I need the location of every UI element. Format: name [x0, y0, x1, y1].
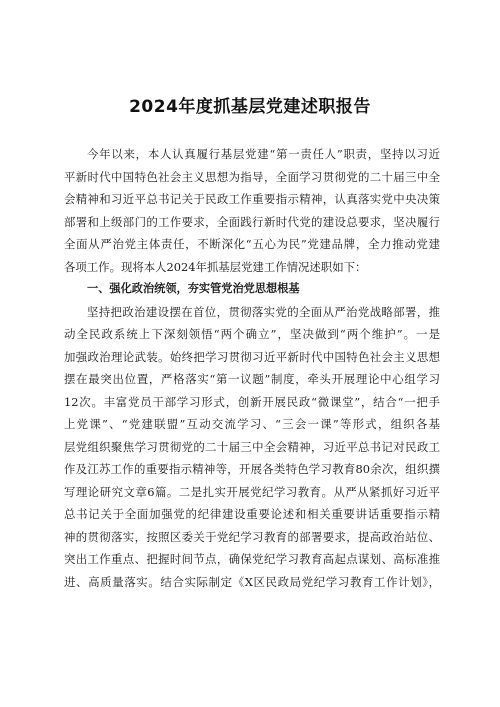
- paragraph-line: 摆在最突出位置，严格落实“第一议题”制度，牵头开展理论中心组学习: [64, 372, 440, 386]
- paragraph-line: 上党课”、“党建联盟”互动交流学习、“三会一课”等形式，组织各基: [64, 417, 440, 431]
- paragraph-line: 突出工作重点、把握时间节点，确保党纪学习教育高起点谋划、高标准推: [64, 552, 440, 566]
- paragraph-line: 平新时代中国特色社会主义思想为指导，全面学习贯彻党的二十届三中全: [64, 169, 440, 184]
- document-body: [64, 143, 440, 593]
- paragraph-line: 坚持把政治建设摆在首位，贯彻落实党的全面从严治党战略部署，推: [87, 304, 440, 319]
- paragraph-line: 总书记关于全面加强党的纪律建设重要论述和相关重要讲话重要指示精: [64, 507, 440, 521]
- paragraph-line: 作及江苏工作的重要指示精神等，开展各类特色学习教育80余次，组织撰: [64, 462, 440, 476]
- paragraph-line: 神的贯彻落实，按照区委关于党纪学习教育的部署要求，提高政治站位、: [64, 529, 440, 544]
- paragraph-line: 部署和上级部门的工作要求，全面践行新时代党的建设总要求，坚决履行: [64, 214, 440, 229]
- paragraph-line: 层党组织聚焦学习贯彻党的二十届三中全会精神，习近平总书记对民政工: [64, 439, 440, 454]
- paragraph-line: 各项工作。现将本人2024年抓基层党建工作情况述职如下：: [64, 259, 367, 274]
- paragraph-line: 进、高质量落实。结合实际制定《X区民政局党纪学习教育工作计划》，: [64, 574, 440, 589]
- document-title: 2024年度抓基层党建述职报告: [129, 97, 371, 117]
- paragraph-line: 加强政治理论武装。始终把学习贯彻习近平新时代中国特色社会主义思想: [64, 349, 440, 364]
- paragraph-line: 写理论研究文章6篇。二是扎实开展党纪学习教育。从严从紧抓好习近平: [64, 484, 440, 499]
- paragraph-line: 动全民政系统上下深刻领悟“两个确立”，坚决做到“两个维护”。一是: [64, 327, 440, 341]
- paragraph-line: 12次。丰富党员干部学习形式，创新开展民政“微课堂”，结合“一把手: [64, 394, 440, 409]
- paragraph-line: 会精神和习近平总书记关于民政工作重要指示精神，认真落实党中央决策: [64, 192, 440, 206]
- paragraph-line: 全面从严治党主体责任，不断深化“五心为民”党建品牌，全力推动党建: [64, 237, 440, 251]
- paragraph-line: 今年以来，本人认真履行基层党建“第一责任人”职责，坚持以习近: [87, 147, 440, 161]
- section-heading: 一、强化政治统领，夯实管党治党思想根基: [87, 282, 300, 295]
